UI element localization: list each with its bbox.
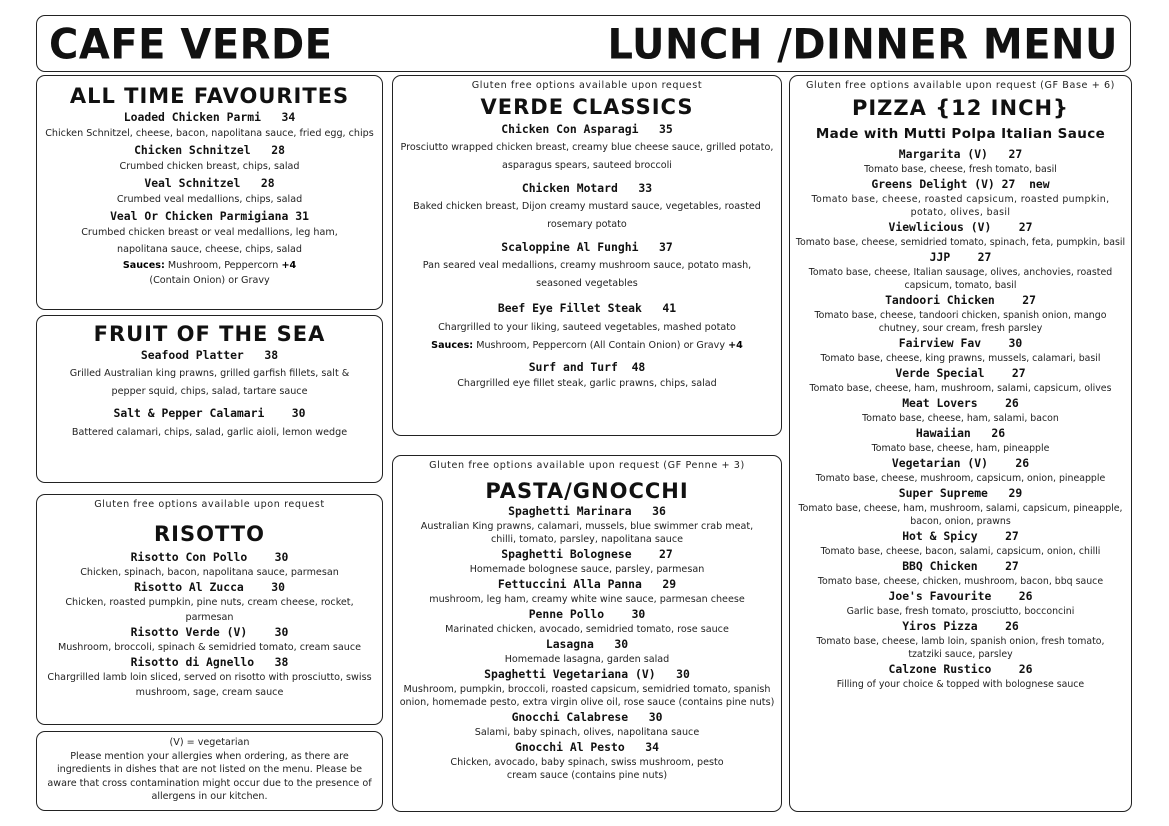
item-desc: Tomato base, cheese, tandoori chicken, spanish onion, mango chutney, sour cream, fresh parsley xyxy=(814,309,1107,334)
item-name: Chicken Schnitzel 28 xyxy=(134,143,285,157)
menu-item xyxy=(790,250,1131,292)
item-name: Gnocchi Al Pesto 34 xyxy=(514,740,659,754)
item-desc: Baked chicken breast, Dijon creamy mustard sauce, vegetables, roasted rosemary potato xyxy=(413,201,761,230)
item-desc: Grilled Australian king prawns, grilled garfish fillets, salt & pepper squid, chips, salad, tartare sauce xyxy=(69,368,350,397)
gluten-free-note: Gluten free options available upon request xyxy=(471,80,703,91)
item-name: Scaloppine Al Funghi 37 xyxy=(501,240,673,254)
item-name: Margarita (V) 27 xyxy=(898,147,1023,161)
item-desc: Crumbed veal medallions, chips, salad xyxy=(116,194,303,205)
item-desc: Tomato base, cheese, lamb loin, spanish onion, fresh tomato, tzatziki sauce, parsley xyxy=(816,635,1105,660)
item-name: Super Supreme 29 xyxy=(898,486,1023,500)
item-name: Penne Pollo 30 xyxy=(528,607,646,621)
section-seafood xyxy=(36,315,383,483)
item-name: Beef Eye Fillet Steak 41 xyxy=(497,301,677,315)
item-name: Risotto Verde (V) 30 xyxy=(130,625,289,639)
menu-item xyxy=(393,710,781,739)
menu-item xyxy=(37,406,382,445)
item-desc: Chargrilled to your liking, sauteed vegetables, mashed potato xyxy=(438,322,736,333)
menu-item xyxy=(790,559,1131,588)
item-name: Risotto Al Zucca 30 xyxy=(134,580,285,594)
gluten-free-note: Gluten free options available upon request (GF Base + 6) xyxy=(805,80,1116,91)
item-name: Veal Schnitzel 28 xyxy=(144,176,275,190)
menu-item xyxy=(790,529,1131,558)
item-name: Vegetarian (V) 26 xyxy=(891,456,1030,470)
section-subtitle: Made with Mutti Polpa Italian Sauce xyxy=(815,126,1106,142)
sauces-price: +4 xyxy=(281,260,297,271)
item-desc: Tomato base, cheese, ham, pineapple xyxy=(871,442,1050,454)
item-desc: Prosciutto wrapped chicken breast, creamy blue cheese sauce, grilled potato, asparagus spears, sauteed broccoli xyxy=(400,142,774,171)
item-desc: Chicken, spinach, bacon, napolitana sauce, parmesan xyxy=(80,567,339,578)
sauces-line xyxy=(37,258,382,273)
gluten-free-note: Gluten free options available upon request (GF Penne + 3) xyxy=(429,460,745,471)
section-title: ALL TIME FAVOURITES xyxy=(69,84,350,108)
section-title: PASTA/GNOCCHI xyxy=(485,479,689,503)
menu-item xyxy=(37,110,382,142)
menu-item xyxy=(393,301,781,337)
item-desc: Marinated chicken, avocado, semidried tomato, rose sauce xyxy=(445,623,729,635)
item-name: Greens Delight (V) 27 new xyxy=(871,177,1050,191)
item-name: Calzone Rustico 26 xyxy=(888,662,1033,676)
item-name: Lasagna 30 xyxy=(545,637,629,651)
item-name: Veal Or Chicken Parmigiana 31 xyxy=(110,209,309,223)
section-pasta-gnocchi xyxy=(392,455,782,812)
item-desc: Crumbed chicken breast, chips, salad xyxy=(119,161,300,172)
allergy-notice-box xyxy=(36,731,383,811)
item-desc: Tomato base, cheese, ham, mushroom, salami, capsicum, olives xyxy=(809,382,1112,394)
gluten-free-note: Gluten free options available upon request xyxy=(94,499,325,510)
menu-item xyxy=(790,426,1131,455)
section-risotto xyxy=(36,494,383,725)
sauces-line xyxy=(393,337,781,354)
section-pizza xyxy=(789,75,1132,812)
menu-item xyxy=(37,209,382,258)
menu-item xyxy=(37,348,382,401)
item-desc: Chargrilled eye fillet steak, garlic prawns, chips, salad xyxy=(457,378,717,389)
item-desc: Tomato base, cheese, fresh tomato, basil xyxy=(864,163,1057,175)
sauces-text: Mushroom, Peppercorn (All Contain Onion) or Gravy xyxy=(476,340,726,351)
section-title: PIZZA {12 INCH} xyxy=(851,96,1070,120)
item-desc: Crumbed chicken breast or veal medallions, leg ham, napolitana sauce, cheese, chips, salad xyxy=(81,227,338,255)
menu-item xyxy=(790,177,1131,219)
item-name: Surf and Turf 48 xyxy=(528,360,646,374)
menu-item xyxy=(790,336,1131,365)
item-name: Tandoori Chicken 27 xyxy=(885,293,1036,307)
menu-item xyxy=(790,396,1131,425)
item-desc: Tomato base, cheese, king prawns, mussels, calamari, basil xyxy=(820,352,1101,364)
item-desc: Chicken, roasted pumpkin, pine nuts, cream cheese, rocket, parmesan xyxy=(65,597,354,623)
item-name: Spaghetti Marinara 36 xyxy=(508,504,666,518)
cafe-name: CAFE VERDE xyxy=(49,20,333,70)
menu-item xyxy=(790,293,1131,335)
menu-item xyxy=(37,580,382,625)
item-name: Risotto di Agnello 38 xyxy=(130,655,289,669)
vegetarian-legend: (V) = vegetarian xyxy=(169,737,250,748)
sauces-label: Sauces: xyxy=(431,340,474,351)
sauces-text: Mushroom, Peppercorn xyxy=(167,260,279,271)
item-name: Seafood Platter 38 xyxy=(140,348,279,362)
menu-item xyxy=(37,550,382,580)
menu-item xyxy=(393,360,781,393)
sauces-price: +4 xyxy=(728,340,743,351)
menu-title: LUNCH /DINNER MENU xyxy=(607,20,1118,70)
menu-item xyxy=(393,637,781,666)
menu-item xyxy=(37,625,382,655)
item-desc: Garlic base, fresh tomato, prosciutto, bocconcini xyxy=(846,605,1075,617)
item-name: Chicken Con Asparagi 35 xyxy=(501,122,673,136)
item-desc: Pan seared veal medallions, creamy mushroom sauce, potato mash, seasoned vegetables xyxy=(422,260,752,289)
menu-item xyxy=(393,740,781,782)
item-desc: Battered calamari, chips, salad, garlic aioli, lemon wedge xyxy=(71,427,348,438)
item-desc: Tomato base, cheese, ham, mushroom, salami, capsicum, pineapple, bacon, onion, prawns xyxy=(798,502,1123,527)
menu-item xyxy=(393,181,781,234)
item-name: Fettuccini Alla Panna 29 xyxy=(497,577,677,591)
item-desc: Tomato base, cheese, mushroom, capsicum, onion, pineapple xyxy=(815,472,1106,484)
menu-item xyxy=(393,667,781,709)
menu-item xyxy=(790,366,1131,395)
menu-item xyxy=(393,504,781,546)
menu-item xyxy=(790,456,1131,485)
menu-item xyxy=(790,662,1131,691)
item-desc: Tomato base, cheese, bacon, salami, capsicum, onion, chilli xyxy=(820,545,1101,557)
item-name: JJP 27 xyxy=(929,250,992,264)
sauces-label: Sauces: xyxy=(122,260,165,271)
item-desc: Tomato base, cheese, roasted capsicum, roasted pumpkin, potato, olives, basil xyxy=(811,193,1110,218)
item-name: Viewlicious (V) 27 xyxy=(888,220,1033,234)
menu-item xyxy=(790,220,1131,249)
item-desc: Australian King prawns, calamari, mussels, blue swimmer crab meat, chilli, tomato, parsley, napolitana sauce xyxy=(420,520,754,545)
item-name: Yiros Pizza 26 xyxy=(902,619,1019,633)
item-desc: Tomato base, cheese, chicken, mushroom, bacon, bbq sauce xyxy=(817,575,1104,587)
menu-item xyxy=(393,607,781,636)
item-name: Hawaiian 26 xyxy=(915,426,1006,440)
item-name: Chicken Motard 33 xyxy=(521,181,653,195)
menu-item xyxy=(790,589,1131,618)
item-desc: Homemade bolognese sauce, parsley, parmesan xyxy=(469,563,705,575)
menu-item xyxy=(790,619,1131,661)
item-desc: Tomato base, cheese, semidried tomato, spinach, feta, pumpkin, basil xyxy=(795,236,1126,248)
item-desc: Chicken, avocado, baby spinach, swiss mushroom, pesto cream sauce (contains pine nuts) xyxy=(450,756,724,781)
section-verde-classics xyxy=(392,75,782,436)
menu-item xyxy=(393,122,781,175)
item-desc: Mushroom, broccoli, spinach & semidried tomato, cream sauce xyxy=(57,642,362,653)
item-desc: Mushroom, pumpkin, broccoli, roasted capsicum, semidried tomato, spanish onion, homemade pesto, extra virgin olive oil, rose sauce (contains pine nuts) xyxy=(399,683,775,708)
menu-item xyxy=(790,147,1131,176)
menu-item xyxy=(790,486,1131,528)
menu-item xyxy=(37,176,382,208)
item-name: BBQ Chicken 27 xyxy=(902,559,1019,573)
menu-header xyxy=(36,15,1131,72)
menu-item xyxy=(393,547,781,576)
item-name: Loaded Chicken Parmi 34 xyxy=(123,110,296,124)
sauces-note: (Contain Onion) or Gravy xyxy=(149,275,270,286)
item-name: Gnocchi Calabrese 30 xyxy=(511,710,663,724)
menu-item xyxy=(393,240,781,293)
item-name: Spaghetti Vegetariana (V) 30 xyxy=(484,667,690,681)
item-desc: Tomato base, cheese, ham, salami, bacon xyxy=(862,412,1059,424)
section-title: RISOTTO xyxy=(154,522,265,546)
section-title: VERDE CLASSICS xyxy=(480,95,694,119)
item-desc: Salami, baby spinach, olives, napolitana sauce xyxy=(474,726,700,738)
item-desc: mushroom, leg ham, creamy white wine sauce, parmesan cheese xyxy=(429,593,745,605)
item-name: Spaghetti Bolognese 27 xyxy=(501,547,673,561)
item-desc: Tomato base, cheese, Italian sausage, olives, anchovies, roasted capsicum, tomato, basil xyxy=(808,266,1113,291)
item-desc: Chicken Schnitzel, cheese, bacon, napolitana sauce, fried egg, chips xyxy=(45,128,374,139)
item-name: Salt & Pepper Calamari 30 xyxy=(113,406,306,420)
item-name: Joe's Favourite 26 xyxy=(888,589,1033,603)
item-name: Risotto Con Pollo 30 xyxy=(130,550,289,564)
item-name: Hot & Spicy 27 xyxy=(902,529,1019,543)
item-desc: Homemade lasagna, garden salad xyxy=(504,653,670,665)
item-name: Fairview Fav 30 xyxy=(898,336,1023,350)
section-title: FRUIT OF THE SEA xyxy=(93,322,326,346)
menu-item xyxy=(37,655,382,700)
section-favourites xyxy=(36,75,383,310)
menu-item xyxy=(393,577,781,606)
item-name: Meat Lovers 26 xyxy=(902,396,1019,410)
menu-item xyxy=(37,143,382,175)
item-name: Verde Special 27 xyxy=(895,366,1026,380)
allergy-notice: Please mention your allergies when ordering, as there are ingredients in dishes that are not listed on the menu. Please be aware that cross contamination might occur due to the presence of allergens in our kitchen. xyxy=(47,750,372,803)
item-desc: Filling of your choice & topped with bolognese sauce xyxy=(836,678,1085,690)
item-desc: Chargrilled lamb loin sliced, served on risotto with prosciutto, swiss mushroom, sage, cream sauce xyxy=(47,672,372,698)
